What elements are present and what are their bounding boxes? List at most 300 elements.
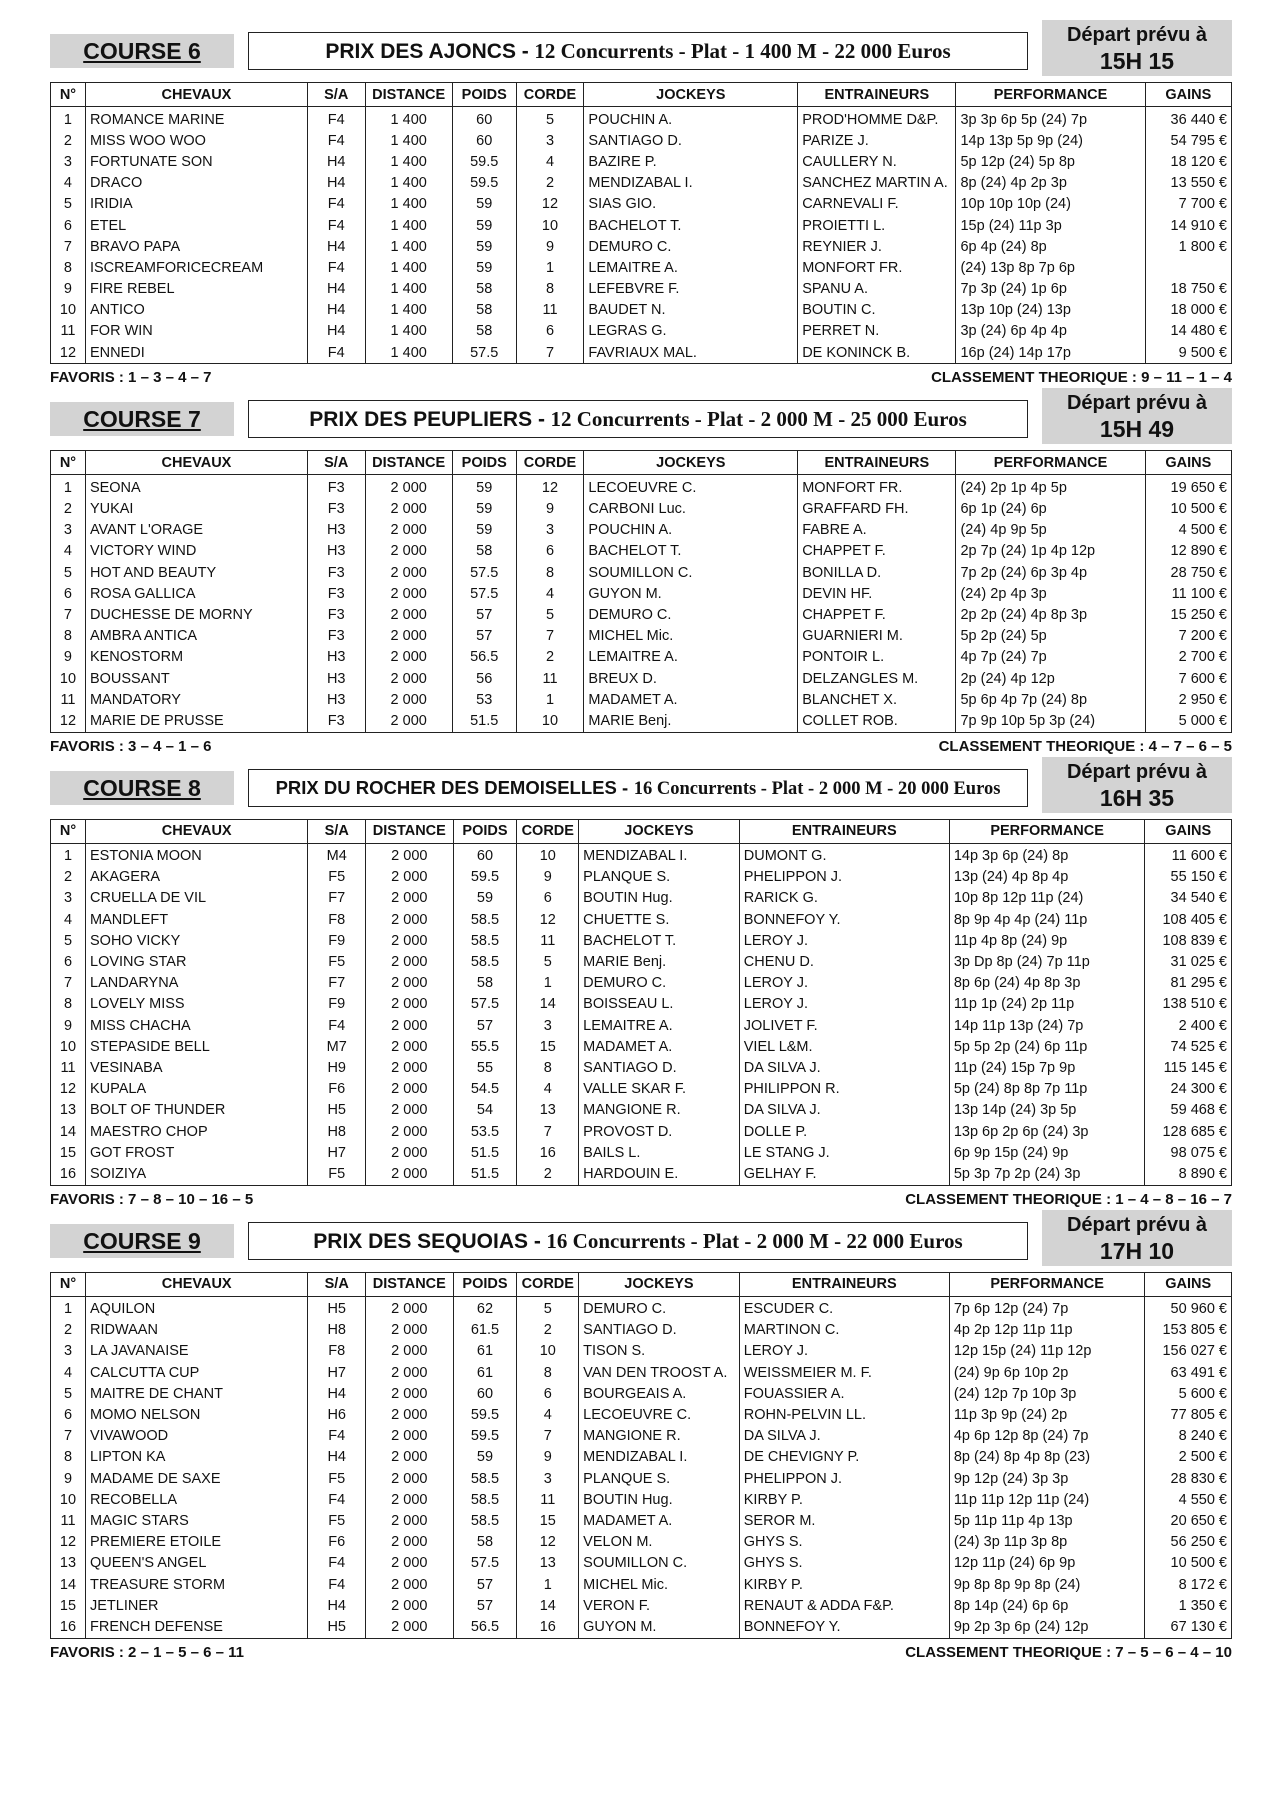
cell-horse: LANDARYNA (86, 973, 308, 994)
table-row (51, 475, 1232, 499)
cell-jockey: SANTIAGO D. (584, 130, 798, 151)
column-header-draw: CORDE (517, 1272, 579, 1296)
column-header-gains: GAINS (1145, 451, 1231, 475)
cell-gains: 12 890 € (1145, 541, 1231, 562)
cell-weight: 57.5 (453, 1553, 517, 1574)
cell-weight: 58.5 (453, 909, 517, 930)
cell-gains: 5 000 € (1145, 710, 1231, 732)
cell-horse: DRACO (85, 173, 307, 194)
column-header-weight: POIDS (453, 819, 517, 843)
cell-num: 6 (51, 583, 86, 604)
cell-jockey: SOUMILLON C. (579, 1553, 740, 1574)
cell-distance: 2 000 (366, 1100, 454, 1121)
column-header-num: N° (51, 1272, 86, 1296)
column-header-jockey: JOCKEYS (579, 819, 740, 843)
table-row (51, 151, 1232, 172)
cell-jockey: MADAMET A. (579, 1510, 740, 1531)
cell-performance: 6p 9p 15p (24) 9p (949, 1142, 1145, 1163)
cell-num: 5 (51, 1383, 86, 1404)
cell-jockey: VERON F. (579, 1595, 740, 1616)
cell-distance: 1 400 (365, 194, 452, 215)
departure-time-box: Départ prévu à 15H 15 (1042, 20, 1232, 76)
cell-horse: ANTICO (85, 300, 307, 321)
cell-gains: 8 240 € (1145, 1426, 1232, 1447)
cell-jockey: LEMAITRE A. (584, 257, 798, 278)
table-row (51, 668, 1232, 689)
cell-draw: 3 (517, 1468, 579, 1489)
cell-num: 1 (51, 107, 86, 131)
cell-trainer: GELHAY F. (739, 1163, 949, 1185)
cell-performance: 11p 4p 8p (24) 9p (949, 930, 1145, 951)
table-row (51, 1015, 1232, 1036)
cell-weight: 61.5 (453, 1320, 517, 1341)
cell-weight: 54.5 (453, 1079, 517, 1100)
cell-draw: 10 (516, 215, 584, 236)
cell-sa: F4 (307, 194, 365, 215)
cell-distance: 1 400 (365, 279, 452, 300)
cell-distance: 1 400 (365, 342, 452, 364)
cell-weight: 59 (452, 194, 516, 215)
cell-gains: 115 145 € (1145, 1057, 1232, 1078)
cell-weight: 59 (452, 520, 516, 541)
table-row (51, 973, 1232, 994)
cell-horse: SEONA (85, 475, 307, 499)
cell-horse: PREMIERE ETOILE (86, 1532, 308, 1553)
cell-trainer: SPANU A. (798, 279, 956, 300)
cell-distance: 2 000 (366, 1404, 454, 1425)
cell-performance: (24) 9p 6p 10p 2p (949, 1362, 1145, 1383)
cell-gains: 1 350 € (1145, 1595, 1232, 1616)
programme-page (50, 20, 1232, 1663)
cell-distance: 2 000 (366, 843, 454, 867)
cell-trainer: SEROR M. (739, 1510, 949, 1531)
column-header-distance: DISTANCE (365, 451, 452, 475)
cell-draw: 7 (517, 1121, 579, 1142)
cell-gains (1145, 257, 1231, 278)
cell-sa: F5 (308, 1468, 366, 1489)
cell-trainer: GUARNIERI M. (798, 626, 956, 647)
cell-performance: 3p 3p 6p 5p (24) 7p (956, 107, 1145, 131)
cell-gains: 98 075 € (1145, 1142, 1232, 1163)
cell-distance: 2 000 (366, 1362, 454, 1383)
cell-num: 7 (51, 236, 86, 257)
cell-gains: 9 500 € (1145, 342, 1231, 364)
cell-weight: 55 (453, 1057, 517, 1078)
cell-draw: 11 (517, 930, 579, 951)
cell-num: 10 (51, 1489, 86, 1510)
cell-performance: 2p (24) 4p 12p (956, 668, 1145, 689)
cell-horse: BOLT OF THUNDER (86, 1100, 308, 1121)
cell-num: 3 (51, 888, 86, 909)
cell-draw: 11 (517, 1489, 579, 1510)
favoris: FAVORIS : 1 – 3 – 4 – 7 (50, 369, 212, 387)
cell-draw: 9 (517, 867, 579, 888)
cell-trainer: PARIZE J. (798, 130, 956, 151)
cell-jockey: DEMURO C. (579, 973, 740, 994)
cell-gains: 31 025 € (1145, 951, 1232, 972)
cell-sa: M7 (308, 1036, 366, 1057)
cell-distance: 2 000 (366, 867, 454, 888)
cell-sa: F7 (308, 973, 366, 994)
cell-horse: RECOBELLA (86, 1489, 308, 1510)
cell-gains: 74 525 € (1145, 1036, 1232, 1057)
cell-trainer: COLLET ROB. (798, 710, 956, 732)
table-row (51, 843, 1232, 867)
cell-draw: 6 (516, 321, 584, 342)
cell-draw: 8 (516, 562, 584, 583)
cell-weight: 57.5 (452, 562, 516, 583)
cell-jockey: BACHELOT T. (584, 215, 798, 236)
cell-trainer: DUMONT G. (739, 843, 949, 867)
cell-sa: F3 (307, 710, 365, 732)
cell-jockey: MARIE Benj. (584, 710, 798, 732)
cell-num: 5 (51, 194, 86, 215)
cell-jockey: GUYON M. (579, 1616, 740, 1638)
cell-draw: 10 (516, 710, 584, 732)
cell-weight: 61 (453, 1362, 517, 1383)
cell-draw: 15 (517, 1510, 579, 1531)
cell-jockey: BAZIRE P. (584, 151, 798, 172)
table-row (51, 1383, 1232, 1404)
cell-weight: 59 (452, 236, 516, 257)
cell-sa: H6 (308, 1404, 366, 1425)
cell-weight: 62 (453, 1296, 517, 1320)
cell-sa: F9 (308, 930, 366, 951)
table-row (51, 994, 1232, 1015)
column-header-performance: PERFORMANCE (956, 451, 1145, 475)
table-row (51, 1036, 1232, 1057)
cell-trainer: GHYS S. (739, 1532, 949, 1553)
cell-sa: F3 (307, 626, 365, 647)
cell-gains: 4 500 € (1145, 520, 1231, 541)
table-row (51, 1142, 1232, 1163)
cell-performance: 11p 1p (24) 2p 11p (949, 994, 1145, 1015)
cell-weight: 59 (452, 475, 516, 499)
cell-jockey: CHUETTE S. (579, 909, 740, 930)
table-row (51, 1320, 1232, 1341)
cell-draw: 7 (517, 1426, 579, 1447)
cell-performance: 10p 10p 10p (24) (956, 194, 1145, 215)
cell-distance: 2 000 (365, 520, 452, 541)
column-header-sa: S/A (308, 1272, 366, 1296)
cell-trainer: WEISSMEIER M. F. (739, 1362, 949, 1383)
column-header-gains: GAINS (1145, 819, 1232, 843)
cell-draw: 4 (517, 1404, 579, 1425)
cell-jockey: VALLE SKAR F. (579, 1079, 740, 1100)
cell-jockey: BOISSEAU L. (579, 994, 740, 1015)
cell-sa: H3 (307, 689, 365, 710)
cell-horse: SOIZIYA (86, 1163, 308, 1185)
cell-draw: 9 (516, 498, 584, 519)
cell-sa: F4 (308, 1489, 366, 1510)
cell-jockey: FAVRIAUX MAL. (584, 342, 798, 364)
column-header-gains: GAINS (1145, 1272, 1232, 1296)
cell-draw: 5 (517, 1296, 579, 1320)
cell-sa: F5 (308, 1510, 366, 1531)
cell-num: 9 (51, 1468, 86, 1489)
table-row (51, 1100, 1232, 1121)
cell-gains: 15 250 € (1145, 604, 1231, 625)
cell-sa: H4 (307, 173, 365, 194)
cell-horse: TREASURE STORM (86, 1574, 308, 1595)
cell-trainer: MONFORT FR. (798, 475, 956, 499)
departure-time-box: Départ prévu à 15H 49 (1042, 388, 1232, 444)
cell-trainer: JOLIVET F. (739, 1015, 949, 1036)
cell-performance: 12p 11p (24) 6p 9p (949, 1553, 1145, 1574)
column-header-sa: S/A (307, 83, 365, 107)
cell-gains: 13 550 € (1145, 173, 1231, 194)
table-row (51, 1163, 1232, 1185)
cell-performance: 14p 13p 5p 9p (24) (956, 130, 1145, 151)
cell-trainer: CARNEVALI F. (798, 194, 956, 215)
cell-gains: 55 150 € (1145, 867, 1232, 888)
cell-trainer: CHAPPET F. (798, 604, 956, 625)
cell-horse: STEPASIDE BELL (86, 1036, 308, 1057)
cell-sa: H8 (308, 1121, 366, 1142)
cell-draw: 5 (516, 604, 584, 625)
cell-draw: 8 (517, 1057, 579, 1078)
cell-horse: ISCREAMFORICECREAM (85, 257, 307, 278)
cell-horse: ESTONIA MOON (86, 843, 308, 867)
cell-performance: 11p 3p 9p (24) 2p (949, 1404, 1145, 1425)
cell-sa: H9 (308, 1057, 366, 1078)
cell-performance: 5p 11p 11p 4p 13p (949, 1510, 1145, 1531)
table-row (51, 257, 1232, 278)
cell-draw: 11 (516, 300, 584, 321)
cell-weight: 58 (452, 300, 516, 321)
cell-sa: H4 (307, 236, 365, 257)
column-header-performance: PERFORMANCE (949, 819, 1145, 843)
cell-sa: F4 (307, 215, 365, 236)
cell-draw: 12 (517, 909, 579, 930)
cell-weight: 59 (452, 257, 516, 278)
table-row (51, 107, 1232, 131)
cell-weight: 53.5 (453, 1121, 517, 1142)
column-header-jockey: JOCKEYS (584, 451, 798, 475)
cell-weight: 60 (452, 107, 516, 131)
cell-horse: MAGIC STARS (86, 1510, 308, 1531)
cell-horse: MADAME DE SAXE (86, 1468, 308, 1489)
cell-gains: 14 910 € (1145, 215, 1231, 236)
cell-distance: 2 000 (365, 562, 452, 583)
column-header-draw: CORDE (516, 83, 584, 107)
cell-weight: 59 (453, 888, 517, 909)
cell-num: 16 (51, 1616, 86, 1638)
cell-num: 2 (51, 130, 86, 151)
cell-horse: LIPTON KA (86, 1447, 308, 1468)
cell-weight: 59.5 (453, 867, 517, 888)
cell-jockey: BACHELOT T. (584, 541, 798, 562)
cell-draw: 9 (517, 1447, 579, 1468)
cell-trainer: ESCUDER C. (739, 1296, 949, 1320)
cell-draw: 1 (516, 257, 584, 278)
cell-draw: 15 (517, 1036, 579, 1057)
column-header-draw: CORDE (517, 819, 579, 843)
cell-sa: H3 (307, 647, 365, 668)
cell-draw: 1 (517, 973, 579, 994)
cell-trainer: FABRE A. (798, 520, 956, 541)
cell-sa: H7 (308, 1362, 366, 1383)
cell-draw: 8 (516, 279, 584, 300)
cell-jockey: LEFEBVRE F. (584, 279, 798, 300)
column-header-gains: GAINS (1145, 83, 1231, 107)
cell-horse: AKAGERA (86, 867, 308, 888)
cell-distance: 2 000 (366, 1015, 454, 1036)
cell-sa: H4 (307, 300, 365, 321)
cell-distance: 2 000 (366, 1468, 454, 1489)
cell-trainer: DELZANGLES M. (798, 668, 956, 689)
cell-horse: BOUSSANT (85, 668, 307, 689)
cell-sa: M4 (308, 843, 366, 867)
cell-horse: MAITRE DE CHANT (86, 1383, 308, 1404)
table-row (51, 236, 1232, 257)
cell-trainer: KIRBY P. (739, 1489, 949, 1510)
cell-distance: 2 000 (366, 888, 454, 909)
cell-distance: 2 000 (366, 1036, 454, 1057)
cell-num: 8 (51, 994, 86, 1015)
favoris: FAVORIS : 7 – 8 – 10 – 16 – 5 (50, 1190, 254, 1208)
cell-performance: 8p 9p 4p 4p (24) 11p (949, 909, 1145, 930)
cell-distance: 2 000 (366, 1121, 454, 1142)
favoris: FAVORIS : 3 – 4 – 1 – 6 (50, 737, 212, 755)
cell-jockey: LEMAITRE A. (584, 647, 798, 668)
cell-weight: 60 (453, 1383, 517, 1404)
cell-draw: 14 (517, 994, 579, 1015)
cell-performance: (24) 12p 7p 10p 3p (949, 1383, 1145, 1404)
cell-sa: H7 (308, 1142, 366, 1163)
cell-trainer: KIRBY P. (739, 1574, 949, 1595)
column-header-distance: DISTANCE (365, 83, 452, 107)
cell-gains: 156 027 € (1145, 1341, 1232, 1362)
cell-trainer: CHAPPET F. (798, 541, 956, 562)
cell-draw: 13 (517, 1100, 579, 1121)
cell-horse: CRUELLA DE VIL (86, 888, 308, 909)
cell-gains: 1 800 € (1145, 236, 1231, 257)
cell-performance: (24) 4p 9p 5p (956, 520, 1145, 541)
cell-distance: 2 000 (365, 475, 452, 499)
cell-draw: 10 (517, 843, 579, 867)
cell-distance: 1 400 (365, 107, 452, 131)
cell-draw: 2 (516, 647, 584, 668)
cell-weight: 51.5 (453, 1163, 517, 1185)
cell-horse: DUCHESSE DE MORNY (85, 604, 307, 625)
cell-jockey: MENDIZABAL I. (584, 173, 798, 194)
runners-table (50, 82, 1232, 364)
cell-weight: 57.5 (452, 583, 516, 604)
table-row (51, 583, 1232, 604)
cell-weight: 59 (452, 215, 516, 236)
cell-performance: (24) 2p 4p 3p (956, 583, 1145, 604)
table-row (51, 520, 1232, 541)
cell-horse: MAESTRO CHOP (86, 1121, 308, 1142)
column-header-jockey: JOCKEYS (579, 1272, 740, 1296)
cell-num: 13 (51, 1100, 86, 1121)
cell-horse: VICTORY WIND (85, 541, 307, 562)
cell-gains: 56 250 € (1145, 1532, 1232, 1553)
cell-gains: 54 795 € (1145, 130, 1231, 151)
table-header (51, 451, 1232, 475)
table-row (51, 1362, 1232, 1383)
cell-weight: 57.5 (453, 994, 517, 1015)
cell-trainer: PHELIPPON J. (739, 1468, 949, 1489)
cell-gains: 7 700 € (1145, 194, 1231, 215)
cell-sa: F3 (307, 498, 365, 519)
cell-draw: 2 (517, 1163, 579, 1185)
cell-jockey: TISON S. (579, 1341, 740, 1362)
cell-performance: 16p (24) 14p 17p (956, 342, 1145, 364)
cell-draw: 14 (517, 1595, 579, 1616)
table-row (51, 130, 1232, 151)
cell-gains: 4 550 € (1145, 1489, 1232, 1510)
cell-trainer: DEVIN HF. (798, 583, 956, 604)
cell-trainer: MARTINON C. (739, 1320, 949, 1341)
cell-draw: 3 (516, 130, 584, 151)
cell-draw: 3 (517, 1015, 579, 1036)
cell-performance: 11p (24) 15p 7p 9p (949, 1057, 1145, 1078)
runners-table (50, 819, 1232, 1186)
cell-jockey: BACHELOT T. (579, 930, 740, 951)
cell-gains: 2 950 € (1145, 689, 1231, 710)
cell-weight: 59.5 (452, 151, 516, 172)
cell-horse: FRENCH DEFENSE (86, 1616, 308, 1638)
runners-table (50, 450, 1232, 732)
cell-horse: MANDATORY (85, 689, 307, 710)
cell-jockey: LEGRAS G. (584, 321, 798, 342)
cell-distance: 2 000 (366, 1341, 454, 1362)
cell-trainer: BLANCHET X. (798, 689, 956, 710)
cell-performance: 10p 8p 12p 11p (24) (949, 888, 1145, 909)
cell-num: 5 (51, 562, 86, 583)
cell-gains: 5 600 € (1145, 1383, 1232, 1404)
cell-performance: 8p 14p (24) 6p 6p (949, 1595, 1145, 1616)
cell-gains: 7 600 € (1145, 668, 1231, 689)
cell-num: 4 (51, 173, 86, 194)
cell-gains: 8 172 € (1145, 1574, 1232, 1595)
cell-distance: 2 000 (365, 583, 452, 604)
cell-jockey: PROVOST D. (579, 1121, 740, 1142)
cell-distance: 1 400 (365, 300, 452, 321)
cell-performance: 12p 15p (24) 11p 12p (949, 1341, 1145, 1362)
cell-jockey: POUCHIN A. (584, 107, 798, 131)
cell-distance: 2 000 (365, 541, 452, 562)
cell-distance: 2 000 (366, 1447, 454, 1468)
cell-draw: 12 (516, 194, 584, 215)
cell-trainer: PROIETTI L. (798, 215, 956, 236)
cell-performance: (24) 13p 8p 7p 6p (956, 257, 1145, 278)
cell-jockey: BOUTIN Hug. (579, 888, 740, 909)
column-header-distance: DISTANCE (366, 819, 454, 843)
cell-jockey: VELON M. (579, 1532, 740, 1553)
cell-num: 10 (51, 1036, 86, 1057)
table-row (51, 541, 1232, 562)
table-row (51, 173, 1232, 194)
cell-trainer: VIEL L&M. (739, 1036, 949, 1057)
cell-num: 10 (51, 300, 86, 321)
cell-gains: 108 839 € (1145, 930, 1232, 951)
cell-horse: RIDWAAN (86, 1320, 308, 1341)
cell-num: 15 (51, 1142, 86, 1163)
course-label: COURSE 8 (50, 771, 234, 805)
cell-trainer: CHENU D. (739, 951, 949, 972)
cell-distance: 2 000 (365, 647, 452, 668)
cell-draw: 5 (517, 951, 579, 972)
table-row (51, 1121, 1232, 1142)
cell-jockey: SANTIAGO D. (579, 1057, 740, 1078)
cell-sa: F3 (307, 583, 365, 604)
cell-draw: 10 (517, 1341, 579, 1362)
table-header (51, 819, 1232, 843)
cell-jockey: MADAMET A. (579, 1036, 740, 1057)
